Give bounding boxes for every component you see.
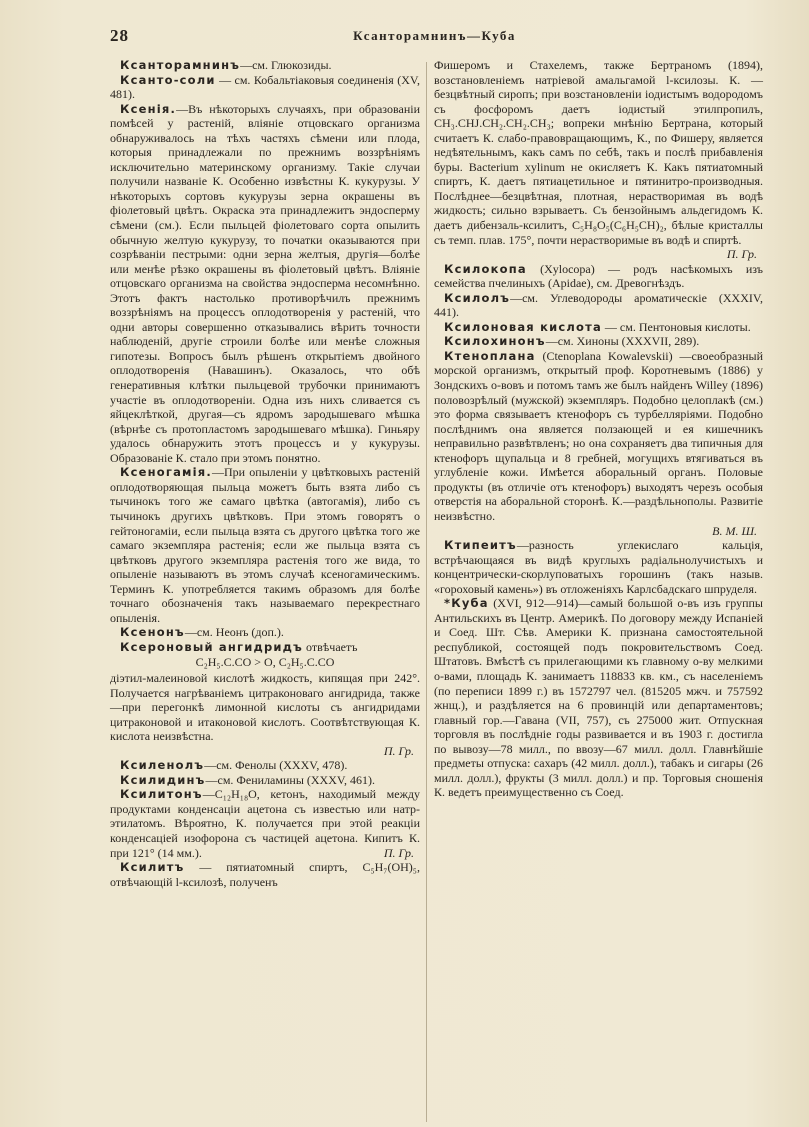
- signature: П. Гр.: [726, 247, 757, 262]
- signature: В. М. Ш.: [712, 523, 757, 538]
- dictionary-entry: [110, 758, 420, 773]
- entry-headword: Ксероновый ангидридъ: [120, 639, 304, 654]
- entry-text: отвѣчаетъ: [303, 639, 358, 654]
- entry-continuation: [110, 671, 420, 744]
- entry-headword: Ксанторамнинъ: [120, 58, 241, 72]
- entry-headword: Ксеногамія.: [120, 465, 212, 480]
- entry-headword: *Куба: [444, 596, 489, 611]
- dictionary-entry: [110, 102, 420, 466]
- dictionary-entry: [434, 538, 763, 596]
- entry-headword: Ксилолъ: [444, 290, 511, 305]
- left-column: [110, 58, 420, 889]
- entry-text: діэтил-малеиновой кислотѣ жидкость, кипящая при 242°. Получается нагрѣваніемъ цитраконоваго ангидрида, также—при перегонкѣ лимонной кислоты съ ангидридами цитраконовой и итаконовой кислотъ. Соотвѣтствующая К. кислота неизвѣстна.: [110, 670, 420, 744]
- entry-headword: Ксилитонъ: [120, 787, 203, 802]
- entry-continuation: [434, 58, 763, 262]
- entry-headword: Ксанто-соли: [120, 72, 216, 87]
- dictionary-entry: [434, 262, 763, 291]
- page-header: [110, 26, 759, 48]
- right-column: [434, 58, 763, 800]
- dictionary-entry: [110, 773, 420, 788]
- entry-text: —см. Углеводороды ароматическіе (XXXIV, 441).: [434, 290, 763, 320]
- signature: П. Гр.: [383, 743, 414, 758]
- dictionary-entry: [110, 58, 420, 73]
- dictionary-entry: [110, 73, 420, 102]
- signature: П. Гр.: [383, 845, 414, 860]
- entry-text: (Ctenoplana Kowalevskii) —своеобразный морской организмъ, открытый проф. Коротневымъ (1886) у Зондскихъ о-вовъ и потомъ тамъ же былъ найденъ Willey (1896) половозрѣлый (мужской) экземпляръ. Подобно целоплакѣ (см.) это форма связываетъ ктенофоръ съ турбелляріями. Подобно послѣднимъ она является ползающей и ея кишечникъ неправильно развѣтвленъ; но она сохраняетъ два типичныя для ктенофоръ щупальца и 8 гребней, могущихъ втягиваться въ углубленіе кожи. Имѣется аборальный органъ. Половые продукты (въ отличіе отъ ктенофоръ) выходятъ черезъ особыя отверстія на аборальной сторонѣ. К.—раздѣльнополы. Развитіе неизвѣстно.: [434, 348, 763, 523]
- entry-headword: Ксилидинъ: [120, 772, 206, 787]
- entry-text: (XVI, 912—914)—самый большой о-въ изъ группы Антильскихъ въ Центр. Америкѣ. По договору между Испаніей и Соед. Шт. Сѣв. Америки К. признана самостоятельной республикой, состоящей подъ покровительствомъ Соед. Штатовъ. Вмѣстѣ съ прилегающими къ главному о-ву мелкими о-вами, площадь К. занимаетъ 118833 кв. км., съ населеніемъ (по переписи 1899 г.) въ 1572797 чел. (815205 мжч. и 757592 жнщ.), и раздѣляется на 6 провинцій или департаментовъ; главный гор.—Гавана (VII, 757), съ 275000 жит. Отпускная торговля въ послѣдніе годы развивается и въ 1903 г. достигла по вывозу—78 милл., по ввозу—67 милл. долл. Главнѣйшіе предметы отпуска: сахаръ (42 милл. долл.), табакъ и сигары (26 милл. долл.), фрукты (3 милл. долл.) и пр. Торговыя сношенія К. ведетъ преимущественно съ Соед.: [434, 596, 763, 800]
- entry-text: — пятиатомный спиртъ, C₅H₇(OH)₅, отвѣчающій l-ксилозѣ, полученъ: [110, 860, 420, 889]
- dictionary-entry: [110, 787, 420, 860]
- entry-text: —C₁₂H₁₈O, кетонъ, находимый между продуктами конденсаціи ацетона съ известью или натр-этилатомъ. Вѣроятно, К. получается при этой реакціи конденсаціей изофорона съ частицей ацетона. Кипитъ К. при 121° (14 мм.).: [110, 787, 420, 860]
- entry-headword: Ксенія.: [120, 101, 177, 116]
- dictionary-entry: [434, 349, 763, 524]
- entry-text: —см. Глюкозиды.: [240, 58, 332, 72]
- entry-text: —см. Хиноны (XXXVII, 289).: [545, 334, 700, 349]
- entry-headword: Ксиленолъ: [120, 758, 205, 773]
- dictionary-entry: [434, 320, 763, 335]
- entry-headword: Ксилохинонъ: [444, 334, 546, 349]
- entry-text: —см. Фениламины (XXXV, 461).: [205, 772, 375, 787]
- entry-headword: Ксилокопа: [444, 261, 527, 276]
- entry-text: —разность углекислаго кальція, встрѣчающаяся въ видѣ круглыхъ радіальнолучистыхъ и концентрически-скорлуповатыхъ горошинъ (такъ назыв. «гороховый камень») въ отложеніяхъ Карлсбадскаго шпруделя.: [434, 538, 763, 596]
- entry-headword: Ктипеитъ: [444, 538, 517, 553]
- entry-headword: Ктенопланa: [444, 348, 536, 363]
- entry-text: Фишеромъ и Стахелемъ, также Бертраномъ (1894), возстановленіемъ натріевой амальгамой l-ксилозы. К. — безцвѣтный сиропъ; при возстановленіи іодистымъ водородомъ съ фосфоромъ даетъ іодистый этилпропилъ, CH₃.CHJ.CH₂.CH₂.CH₃; вопреки мнѣнію Бертрана, который считаетъ К. слабо-правовращающимъ, К., по Фишеру, является недѣятельнымъ, какъ самъ по себѣ, такъ и послѣ прибавленія буры. Bacterium xylinum не окисляетъ К. Какъ пятиатомный спиртъ, К. даетъ пятиацетильное и пятинитро-производныя. Послѣднее—безцвѣтная, плотная, нерастворимая въ водѣ жидкость; сильно взрываетъ. Съ бензойнымъ альдегидомъ К. даетъ дибензаль-ксилитъ, C₅H₈O₅(C₆H₅CH)₂, бѣлые кристаллы съ темп. плав. 175°, почти нерастворимые въ водѣ и спиртѣ.: [434, 58, 763, 247]
- chemical-formula: C₂H₅.C.CO > O, C₂H₅.C.CO: [195, 655, 335, 670]
- entry-headword: Ксилоновая кислота: [444, 319, 602, 334]
- entry-text: — см. Кобальтіаковыя соединенія (XV, 481).: [110, 72, 420, 102]
- dictionary-entry: [110, 625, 420, 640]
- column-divider: [426, 62, 427, 1122]
- entry-text: —см. Неонъ (доп.).: [184, 625, 284, 640]
- page-number: 28: [110, 26, 129, 45]
- dictionary-entry: [110, 640, 420, 655]
- entry-headword: Ксилитъ: [120, 860, 185, 875]
- entry-text: —При опыленіи у цвѣтковыхъ растеній оплодотворяющая пыльца можетъ быть взята либо съ тычинокъ того же самаго цвѣтка (автогамія), либо съ тычинокъ другихъ цвѣтковъ. При этомъ говорятъ о гейтоногаміи, если пыльца взята съ другого цвѣтка того же самаго экземпляра растенія; если же пыльца взята съ цвѣтковъ другого экземпляра растенія того же вида, то опыленіе называютъ въ этомъ случаѣ ксеногамическимъ. Терминъ К. употребляется такимъ образомъ для болѣе точнаго обозначенія такъ называемаго перекрестнаго опыленія.: [110, 465, 420, 625]
- dictionary-entry: [434, 291, 763, 320]
- dictionary-entry: [110, 860, 420, 889]
- entry-headword: Ксенонъ: [120, 625, 185, 640]
- dictionary-entry: [434, 334, 763, 349]
- dictionary-entry: [434, 596, 763, 800]
- entry-text: —см. Фенолы (XXXV, 478).: [204, 758, 348, 773]
- running-head: Ксанторамнинъ—Куба: [353, 28, 516, 43]
- entry-text: —Въ нѣкоторыхъ случаяхъ, при образованіи помѣсей у растеній, вліяніе отцовскаго организма обнаруживалось на тѣхъ частяхъ сѣмени или плода, которыя принадлежали по прежнимъ воззрѣніямъ исключительно материнскому организму. Такіе случаи получили названіе К. Особенно извѣстны К. кукурузы. У нѣкоторыхъ сортовъ кукурузы зерна окрашены въ фіолетовый цвѣтъ. Окраска эта принадлежитъ эндосперму сѣмени (см.). Если пыльцей фіолетоваго сорта опылить обычную желтую кукурузу, то початки оказываются при созрѣваніи пестрыми: одни зерна желтыя, другія—болѣе или менѣе рѣзко окрашены въ фіолетовый цвѣтъ. Вліяніе отцовскаго организма на свойства эндосперма несомнѣнно. Этотъ фактъ настолько противорѣчилъ прежнимъ воззрѣніямъ на процессъ оплодотворенія у растеній, что одни авторы совершенно отказывались вѣрить точности наблюденій, другіе строили болѣе или менѣе сложныя гипотезы. Вопросъ былъ рѣшенъ открытіемъ двойного оплодотворенія (Навашинъ). Оказалось, что обѣ генеративныя клѣтки пыльцевой трубочки принимаютъ участіе въ оплодотвореніи. Одна изъ нихъ сливается съ яйцеклѣткой, другая—съ ядромъ зародышеваго мѣшка (вѣрнѣе съ протопластомъ зародышеваго мѣшка). Гиньяру удалось обнаружить этотъ процессъ и у кукурузы. Образованіе К. стало при этомъ понятно.: [110, 101, 420, 465]
- entry-text: — см. Пентоновыя кислоты.: [601, 319, 751, 334]
- entry-text: (Xylocopa) — родъ насѣкомыхъ изъ семейства пчелиныхъ (Apidae), см. Древогнѣздъ.: [434, 261, 763, 291]
- dictionary-entry: [110, 465, 420, 625]
